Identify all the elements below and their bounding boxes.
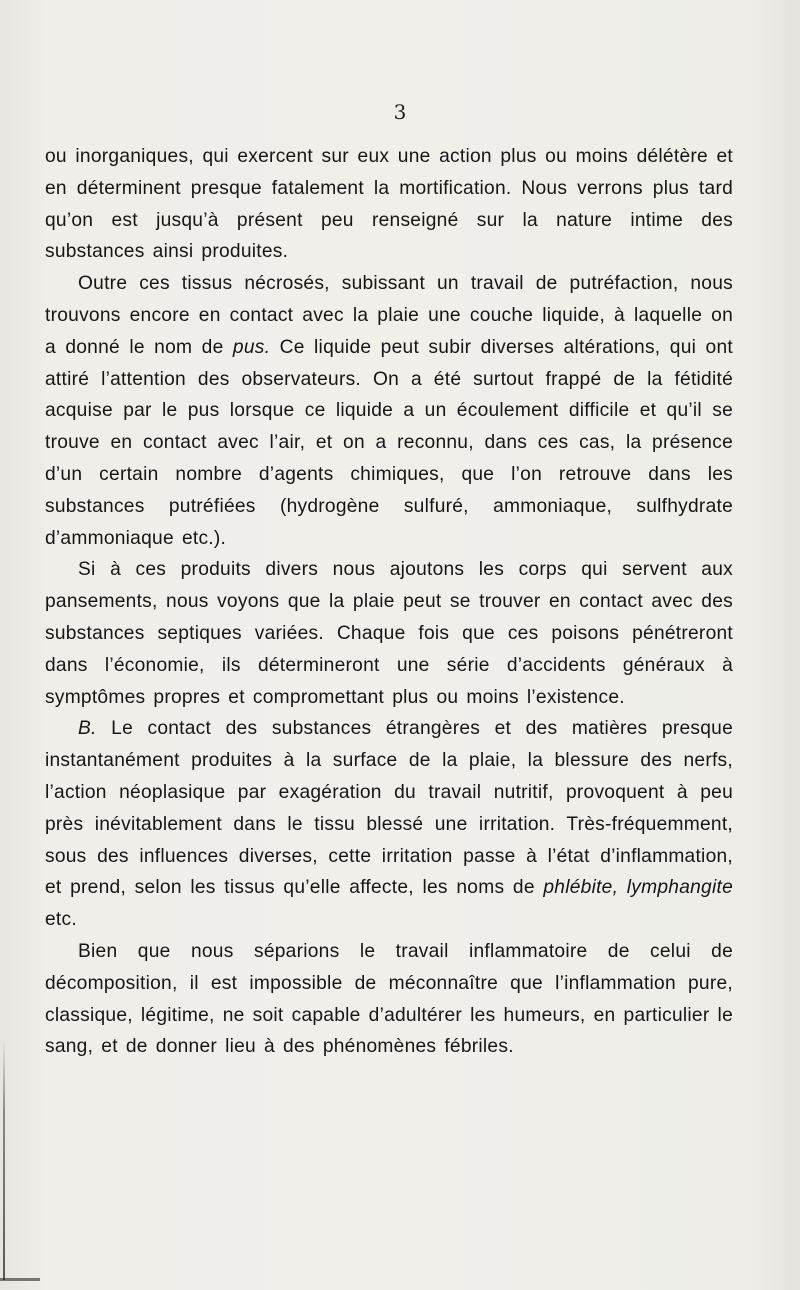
paragraph-2-text-end: Ce liquide peut subir diverses altérations, qui ont attiré l’attention des observateurs. On a été surtout frappé de la fétidité acquise par le pus lorsque ce liquide a un écoulement difficile et qu’il se trouve en contact avec l’air, et on a reconnu, dans ces cas, la présence d’un certain nombre d’agents chimiques, que l’on retrouve dans les substances putréfiées (hydrogène sulfuré, ammoniaque, sulfhydrate d’ammoniaque etc.). [45, 336, 733, 549]
paragraph-4 [45, 713, 733, 936]
paragraph-4-text: Le contact des substances étrangères et des matières presque instantanément produites à la surface de la plaie, la blessure des nerfs, l’action néoplasique par exagération du travail nutritif, provoquent à peu près inévitablement dans le tissu blessé une irritation. Très-fréquemment, sous des influences diverses, cette irritation passe à l’état d’inflammation, et prend, selon les tissus qu’elle affecte, les noms de [45, 718, 733, 899]
body-text [45, 141, 733, 1063]
page-edge-shadow [3, 1040, 5, 1280]
page-corner-mark [0, 1278, 40, 1281]
paragraph-3 [45, 554, 733, 713]
page-number: 3 [393, 100, 407, 124]
term-pus: pus. [232, 336, 271, 358]
paragraph-5 [45, 936, 733, 1063]
paragraph-4-tail: etc. [45, 909, 77, 931]
paragraph-1 [45, 141, 733, 268]
paragraph-3-text: Si à ces produits divers nous ajoutons les corps qui servent aux pansements, nous voyons que la plaie peut se trouver en contact avec des substances septiques variées. Chaque fois que ces poisons pénétreront dans l’économie, ils détermineront une série d’accidents généraux à symptômes propres et compromettant plus ou moins l’existence. [45, 559, 733, 708]
paragraph-1-text: ou inorganiques, qui exercent sur eux une action plus ou moins délétère et en déterminent presque fatalement la mortification. Nous verrons plus tard qu’on est jusqu’à présent peu renseigné sur la nature intime des substances ainsi produites. [45, 146, 733, 263]
terms-phlebite-lymphangite: phlébite, lymphangite [543, 877, 733, 899]
paragraph-5-text: Bien que nous séparions le travail inflammatoire de celui de décomposition, il est impossible de méconnaître que l’inflammation pure, classique, légitime, ne soit capable d’adultérer les humeurs, en particulier le sang, et de donner lieu à des phénomènes fébriles. [45, 940, 733, 1058]
paragraph-2-text-start: Outre ces tissus nécrosés, subissant un travail de putréfaction, nous trouvons encore en contact avec la plaie une couche liquide, à laquelle on a donné le nom de [45, 273, 733, 358]
section-marker-b: B. [78, 718, 97, 740]
paragraph-2 [45, 268, 733, 554]
